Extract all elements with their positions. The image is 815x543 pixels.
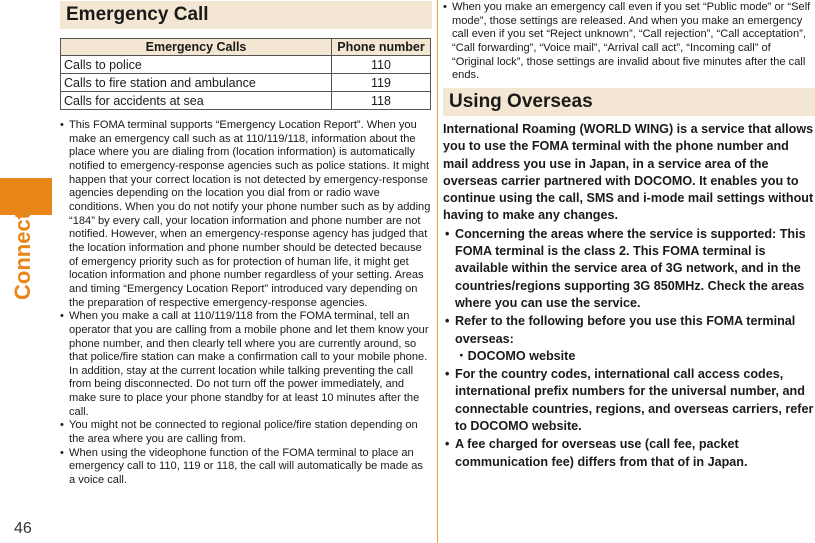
- table-row: [61, 74, 431, 92]
- list-item: [443, 313, 815, 365]
- list-item: • When you make an emergency call even if you set “Public mode” or “Self mode”, those settings are released. And when you make an emergency call even if you set “Reject unknown”, “Call rejection”, “Call acceptation”, “Call forwarding”, “Voice mail”, “Arrival call act”, “Incoming call” of “Original lock”, those settings are invalid about five minutes after the call ends.: [443, 1, 815, 83]
- emergency-notes-continued: [443, 1, 815, 83]
- table-cell: 110: [332, 56, 431, 74]
- table-cell: Calls to police: [61, 56, 332, 74]
- side-tab: [0, 0, 52, 543]
- list-item: • When using the videophone function of the FOMA terminal to place an emergency call to 110, 119 or 118, the call will automatically be made as a voice call.: [60, 447, 432, 488]
- list-item: • You might not be connected to regional police/fire station depending on the area where you are calling from.: [60, 419, 432, 446]
- list-item: • For the country codes, international call access codes, international prefix numbers for the universal number, and connectable countries, regions, and overseas carriers, refer to DOCOMO website.: [443, 366, 815, 435]
- table-row: [61, 56, 431, 74]
- table-cell: Calls for accidents at sea: [61, 92, 332, 110]
- emergency-notes: [60, 119, 432, 488]
- column-divider: [437, 0, 438, 543]
- overseas-intro: International Roaming (WORLD WING) is a service that allows you to use the FOMA terminal with the phone number and mail address you use in Japan, in a service area of the overseas carrier partnered with DOCOMO. It enables you to continue using the call, SMS and i-mode mail settings without having to make any changes.: [443, 121, 814, 223]
- overseas-items: [443, 226, 815, 471]
- table-header-row: [61, 39, 431, 56]
- table-cell: 118: [332, 92, 431, 110]
- emergency-call-heading: Emergency Call: [60, 1, 432, 29]
- left-column: [60, 0, 432, 488]
- emergency-calls-table: [60, 38, 431, 110]
- using-overseas-heading: Using Overseas: [443, 88, 815, 116]
- list-item: • When you make a call at 110/119/118 from the FOMA terminal, tell an operator that you are calling from a mobile phone and let them know your phone number, and then clearly tell where you are currently around, so that police/fire station can make a confirmation call to your mobile phone. In addition, stay at the current location while talking preventing the call from being disconnected. Do not turn off the power immediately, and make sure to place your phone standby for at least 10 minutes after the call.: [60, 310, 432, 419]
- column-header: Phone number: [332, 39, 431, 56]
- list-item: • Concerning the areas where the service is supported: This FOMA terminal is the class 2. This FOMA terminal is available within the service area of 3G network, and in the countries/regions supporting 3G 850MHz. Check the areas where you can use the service.: [443, 226, 815, 312]
- right-column: [443, 0, 815, 471]
- section-label: Connect: [10, 212, 35, 300]
- column-header: Emergency Calls: [61, 39, 332, 56]
- list-item: • A fee charged for overseas use (call fee, packet communication fee) differs from that of in Japan.: [443, 436, 815, 471]
- table-row: [61, 92, 431, 110]
- docomo-website-reference: ・DOCOMO website: [455, 348, 576, 363]
- table-cell: 119: [332, 74, 431, 92]
- side-tab-marker: [0, 178, 52, 215]
- list-item: • This FOMA terminal supports “Emergency Location Report”. When you make an emergency call such as at 110/119/118, information about the place where you are dialing from (location information) is automatically notified to emergency-response agencies such as police stations. It might happen that your correct location is not detected by emergency-response agencies depending on the location you dial from or radio wave conditions. When you do not notify your phone number such as by adding “184” by every call, your location information and phone number are not notified. However, when an emergency-response agency has judged that the location information and phone number should be detected because of emergency priority such as for protection of human life, it might get location information and phone number regardless of your setting. Areas and timing “Emergency Location Report” introduced vary depending on the preparation of respective emergency-response agencies.: [60, 119, 432, 310]
- table-cell: Calls to fire station and ambulance: [61, 74, 332, 92]
- page-number: 46: [14, 520, 32, 537]
- list-item-text: Refer to the following before you use this FOMA terminal overseas:: [455, 314, 796, 346]
